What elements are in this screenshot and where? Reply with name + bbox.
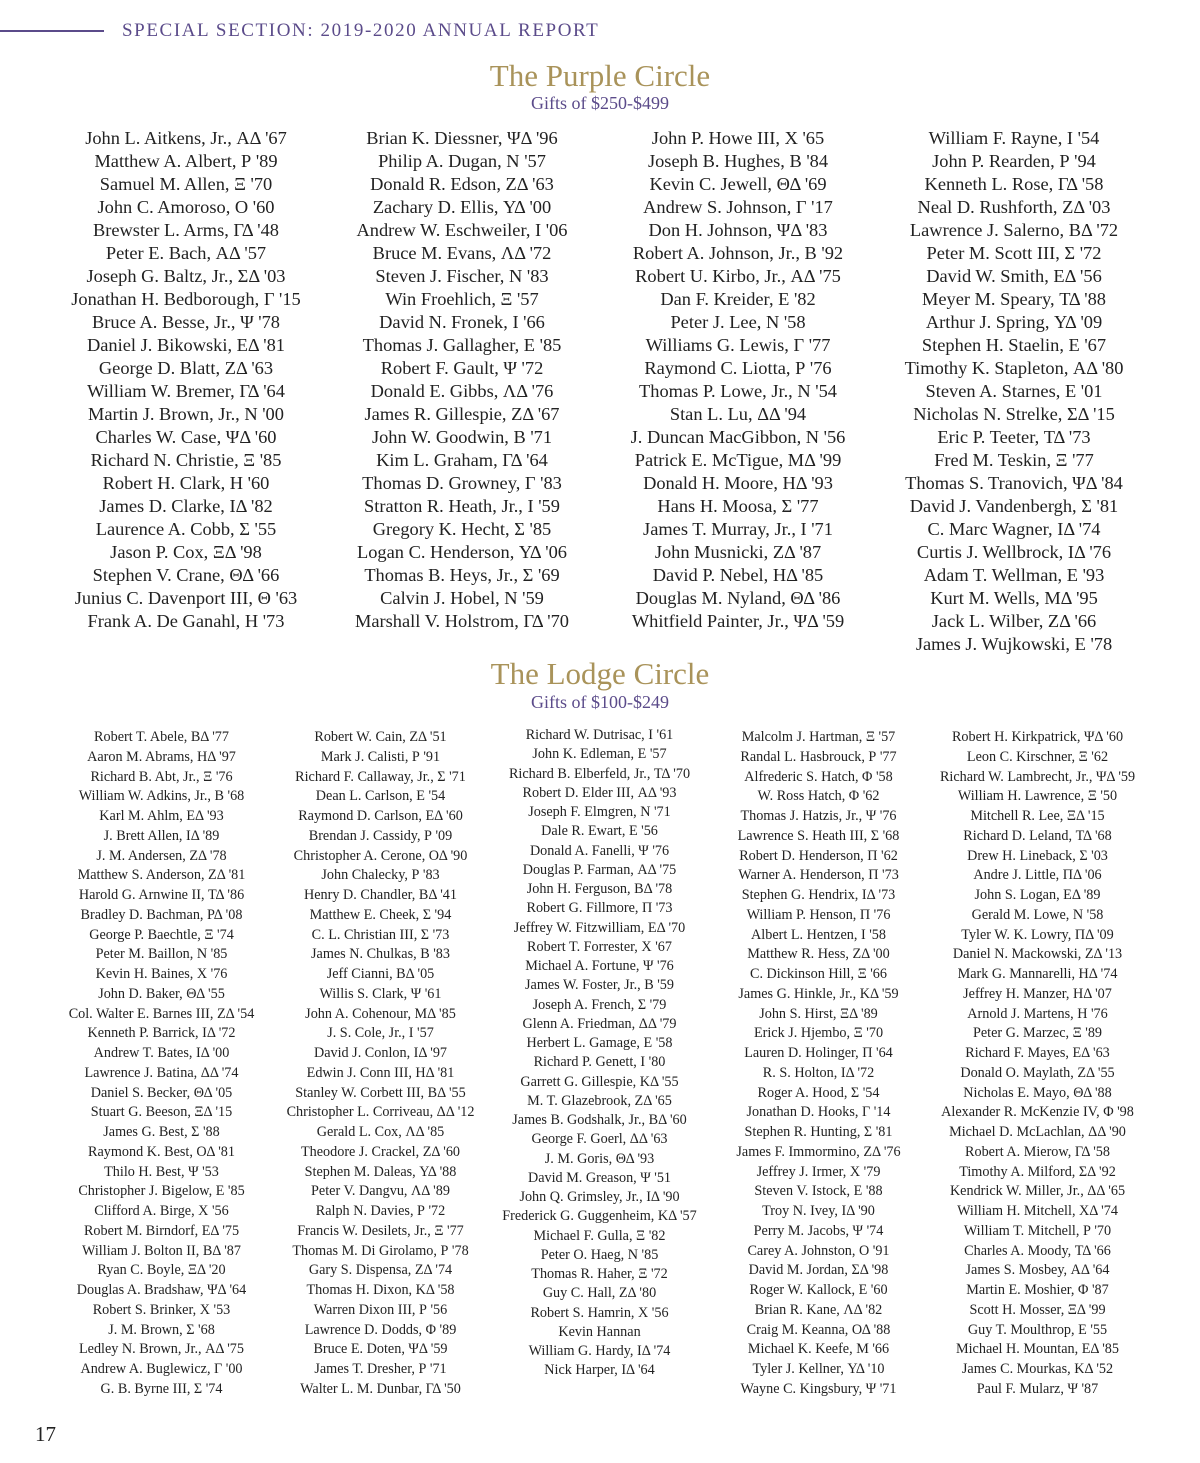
donor-name: Warren Dixon III, Ρ '56 <box>313 1301 448 1318</box>
donor-name: Nick Harper, ΙΔ '64 <box>544 1362 655 1379</box>
donor-name: Thomas M. Di Girolamo, Ρ '78 <box>292 1242 469 1259</box>
donor-name: Dale R. Ewart, Ε '56 <box>541 823 658 840</box>
donor-name: William H. Lawrence, Ξ '50 <box>957 788 1118 805</box>
donor-name: Bruce M. Evans, ΛΔ '72 <box>372 243 552 263</box>
donor-name: Robert T. Forrester, Χ '67 <box>527 938 672 955</box>
donor-name: Donald A. Fanelli, Ψ '76 <box>529 842 670 859</box>
donor-name: Richard P. Genett, Ι '80 <box>533 1054 666 1071</box>
donor-name: Dean L. Carlson, Ε '54 <box>315 788 446 805</box>
donor-name: Aaron M. Abrams, ΗΔ '97 <box>87 748 236 765</box>
donor-column <box>271 728 490 1400</box>
donor-name: Robert D. Elder III, ΑΔ '93 <box>522 784 677 801</box>
donor-name: Jonathan H. Bedborough, Γ '15 <box>71 289 301 309</box>
purple-circle-title: The Purple Circle <box>489 58 711 93</box>
purple-circle-donor-list <box>48 127 1154 656</box>
donor-name: Tyler J. Kellner, ΥΔ '10 <box>752 1361 885 1377</box>
donor-name: Mark J. Calisti, Ρ '91 <box>320 748 441 765</box>
donor-name: James T. Murray, Jr., Ι '71 <box>643 519 833 539</box>
donor-name: Peter J. Lee, Ν '58 <box>670 312 806 332</box>
donor-name: Steven A. Starnes, Ε '01 <box>925 381 1103 401</box>
donor-name: David N. Fronek, Ι '66 <box>379 312 545 332</box>
donor-name: Bradley D. Bachman, ΡΔ '08 <box>80 906 243 923</box>
donor-name: Kevin H. Baines, Χ '76 <box>95 966 228 982</box>
donor-name: Stephen G. Hendrix, ΙΔ '73 <box>741 887 896 903</box>
donor-name: Albert L. Hentzen, Ι '58 <box>751 926 886 943</box>
donor-name: Kevin C. Jewell, ΘΔ '69 <box>649 174 827 194</box>
donor-name: Kevin Hannan <box>558 1323 641 1340</box>
donor-name: David J. Conlon, ΙΔ '97 <box>313 1045 448 1061</box>
donor-name: James G. Best, Σ '88 <box>103 1124 220 1140</box>
donor-name: Daniel N. Mackowski, ΖΔ '13 <box>952 946 1123 963</box>
donor-name: Calvin J. Hobel, Ν '59 <box>380 588 544 608</box>
donor-name: Richard D. Leland, ΤΔ '68 <box>963 827 1112 844</box>
page-number: 17 <box>35 1422 56 1446</box>
donor-name: Lawrence D. Dodds, Φ '89 <box>304 1321 457 1338</box>
donor-name: Michael D. McLachlan, ΔΔ '90 <box>949 1124 1126 1140</box>
donor-name: Gerald M. Lowe, Ν '58 <box>971 906 1104 923</box>
donor-name: John Chalecky, Ρ '83 <box>321 867 440 884</box>
donor-name: G. B. Byrne III, Σ '74 <box>100 1380 223 1397</box>
donor-name: R. S. Holton, ΙΔ '72 <box>762 1064 875 1081</box>
donor-name: Walter L. M. Dunbar, ΓΔ '50 <box>300 1380 461 1397</box>
donor-name: Glenn A. Friedman, ΔΔ '79 <box>522 1015 677 1032</box>
donor-name: Williams G. Lewis, Γ '77 <box>645 335 831 355</box>
donor-name: Thomas R. Haher, Ξ '72 <box>531 1266 668 1282</box>
donor-column <box>928 728 1147 1400</box>
donor-name: Steven V. Istock, Ε '88 <box>754 1183 883 1200</box>
donor-name: J. Brett Allen, ΙΔ '89 <box>103 827 220 844</box>
donor-name: David W. Smith, ΕΔ '56 <box>926 266 1102 286</box>
donor-name: Clifford A. Birge, Χ '56 <box>94 1203 229 1219</box>
donor-name: Patrick E. McTigue, ΜΔ '99 <box>634 450 842 470</box>
donor-name: William W. Bremer, ΓΔ '64 <box>87 381 285 401</box>
donor-name: John K. Edleman, Ε '57 <box>532 746 667 763</box>
donor-name: Erick J. Hjembo, Ξ '70 <box>753 1025 884 1042</box>
donor-name: Richard W. Dutrisac, Ι '61 <box>525 727 674 743</box>
donor-name: Lawrence J. Batina, ΔΔ '74 <box>84 1064 239 1081</box>
donor-name: Alfrederic S. Hatch, Φ '58 <box>744 768 893 785</box>
donor-name: Henry D. Chandler, ΒΔ '41 <box>304 887 457 903</box>
purple-circle-subtitle: Gifts of $250-$499 <box>531 93 669 113</box>
donor-name: Lauren D. Holinger, Π '64 <box>744 1045 893 1061</box>
donor-column <box>52 728 271 1400</box>
donor-name: James F. Immormino, ΖΔ '76 <box>736 1143 901 1160</box>
donor-name: Carey A. Johnston, Ο '91 <box>747 1242 890 1259</box>
donor-name: John H. Ferguson, ΒΔ '78 <box>526 881 673 897</box>
donor-name: William H. Mitchell, ΧΔ '74 <box>957 1203 1118 1219</box>
donor-name: William T. Mitchell, Ρ '70 <box>963 1222 1112 1239</box>
donor-name: Kurt M. Wells, ΜΔ '95 <box>930 588 1098 608</box>
donor-column <box>600 127 876 656</box>
donor-name: Michael F. Gulla, Ξ '82 <box>533 1227 666 1244</box>
donor-name: James C. Mourkas, ΚΔ '52 <box>961 1361 1114 1377</box>
donor-name: Daniel S. Becker, ΘΔ '05 <box>90 1084 233 1101</box>
donor-name: James J. Wujkowski, Ε '78 <box>915 634 1113 654</box>
donor-name: Zachary D. Ellis, ΥΔ '00 <box>372 197 552 217</box>
donor-name: John A. Cohenour, ΜΔ '85 <box>305 1005 456 1022</box>
donor-name: Peter G. Marzec, Ξ '89 <box>972 1025 1103 1042</box>
donor-name: Jeff Cianni, ΒΔ '05 <box>326 966 435 982</box>
donor-name: Joseph A. French, Σ '79 <box>532 996 667 1013</box>
donor-name: Raymond C. Liotta, Ρ '76 <box>644 358 832 378</box>
donor-name: Bruce A. Besse, Jr., Ψ '78 <box>91 312 280 332</box>
donor-name: Charles A. Moody, ΤΔ '66 <box>964 1242 1111 1259</box>
donor-name: Roger W. Kallock, Ε '60 <box>749 1282 888 1298</box>
donor-name: Karl M. Ahlm, ΕΔ '93 <box>99 808 224 824</box>
donor-name: Andrew W. Eschweiler, Ι '06 <box>356 220 568 240</box>
donor-name: Steven J. Fischer, Ν '83 <box>375 266 549 286</box>
donor-name: John Q. Grimsley, Jr., ΙΔ '90 <box>519 1189 680 1205</box>
donor-name: Robert S. Brinker, Χ '53 <box>92 1301 231 1318</box>
donor-name: Ledley N. Brown, Jr., ΑΔ '75 <box>79 1341 244 1358</box>
donor-name: Leon C. Kirschner, Ξ '62 <box>966 748 1109 765</box>
donor-name: Jeffrey H. Manzer, ΗΔ '07 <box>963 985 1112 1002</box>
donor-name: Thomas J. Gallagher, Ε '85 <box>362 335 562 355</box>
donor-column <box>324 127 600 656</box>
donor-name: Warner A. Henderson, Π '73 <box>738 867 899 884</box>
donor-name: George D. Blatt, ΖΔ '63 <box>98 358 274 378</box>
donor-name: Stephen V. Crane, ΘΔ '66 <box>92 565 280 585</box>
donor-name: Peter M. Scott III, Σ '72 <box>926 243 1102 263</box>
donor-name: Theodore J. Crackel, ΖΔ '60 <box>300 1143 461 1160</box>
donor-name: Troy N. Ivey, ΙΔ '90 <box>762 1203 875 1219</box>
donor-column <box>876 127 1152 656</box>
donor-name: Thomas S. Tranovich, ΨΔ '84 <box>905 473 1123 493</box>
donor-name: Neal D. Rushforth, ΖΔ '03 <box>917 197 1111 217</box>
donor-name: Andre J. Little, ΠΔ '06 <box>973 867 1102 884</box>
donor-name: Eric P. Teeter, ΤΔ '73 <box>937 427 1091 447</box>
donor-column <box>709 728 928 1400</box>
donor-name: James W. Foster, Jr., Β '59 <box>525 977 674 994</box>
donor-name: Michael A. Fortune, Ψ '76 <box>525 958 674 974</box>
donor-name: Brian K. Diessner, ΨΔ '96 <box>366 128 558 148</box>
donor-name: Peter V. Dangvu, ΛΔ '89 <box>311 1183 450 1200</box>
donor-name: Robert T. Abele, ΒΔ '77 <box>94 729 229 745</box>
donor-name: Andrew S. Johnson, Γ '17 <box>643 197 833 217</box>
donor-name: William G. Hardy, ΙΔ '74 <box>528 1343 671 1359</box>
donor-name: Laurence A. Cobb, Σ '55 <box>95 519 277 539</box>
donor-name: Curtis J. Wellbrock, ΙΔ '76 <box>916 542 1112 562</box>
donor-name: C. Dickinson Hill, Ξ '66 <box>749 966 887 982</box>
donor-name: James B. Godshalk, Jr., ΒΔ '60 <box>512 1112 687 1128</box>
donor-name: Kenneth P. Barrick, ΙΔ '72 <box>87 1025 236 1042</box>
donor-name: David P. Nebel, ΗΔ '85 <box>652 565 824 585</box>
donor-name: Andrew T. Bates, ΙΔ '00 <box>93 1045 230 1061</box>
lodge-circle-donor-list <box>52 728 1172 1400</box>
donor-name: Marshall V. Holstrom, ΓΔ '70 <box>355 611 569 631</box>
donor-name: Raymond K. Best, ΟΔ '81 <box>88 1143 235 1160</box>
donor-name: Brendan J. Cassidy, Ρ '09 <box>308 827 453 844</box>
donor-name: Robert F. Gault, Ψ '72 <box>380 358 544 378</box>
donor-name: Andrew A. Buglewicz, Γ '00 <box>80 1361 243 1377</box>
donor-name: Jack L. Wilber, ΖΔ '66 <box>931 611 1097 631</box>
donor-name: Christopher J. Bigelow, Ε '85 <box>78 1183 245 1200</box>
donor-name: Donald H. Moore, ΗΔ '93 <box>643 473 833 493</box>
donor-name: Scott H. Mosser, ΞΔ '99 <box>969 1301 1106 1318</box>
donor-name: Thomas P. Lowe, Jr., Ν '54 <box>639 381 837 401</box>
donor-name: Ralph N. Davies, Ρ '72 <box>315 1203 446 1219</box>
donor-name: Martin J. Brown, Jr., Ν '00 <box>88 404 284 424</box>
donor-name: Arnold J. Martens, Η '76 <box>967 1005 1108 1022</box>
donor-name: Lawrence J. Salerno, ΒΔ '72 <box>909 220 1119 240</box>
donor-name: Thomas H. Dixon, ΚΔ '58 <box>306 1282 455 1298</box>
donor-name: Fred M. Teskin, Ξ '77 <box>934 450 1094 470</box>
donor-name: John P. Rearden, Ρ '94 <box>932 151 1096 171</box>
donor-name: William W. Adkins, Jr., Β '68 <box>78 788 245 805</box>
donor-name: J. M. Goris, ΘΔ '93 <box>544 1150 655 1167</box>
donor-name: James T. Dresher, Ρ '71 <box>314 1361 447 1377</box>
donor-name: Herbert L. Gamage, Ε '58 <box>526 1035 673 1051</box>
donor-name: Wayne C. Kingsbury, Ψ '71 <box>740 1380 897 1397</box>
donor-name: Robert U. Kirbo, Jr., ΑΔ '75 <box>635 266 841 286</box>
donor-name: Michael H. Mountan, ΕΔ '85 <box>956 1341 1119 1358</box>
donor-name: Joseph B. Hughes, Β '84 <box>647 151 829 171</box>
donor-name: Jeffrey W. Fitzwilliam, ΕΔ '70 <box>513 919 686 936</box>
donor-name: Guy C. Hall, ΖΔ '80 <box>542 1285 657 1302</box>
donor-name: William J. Bolton II, ΒΔ '87 <box>82 1242 241 1259</box>
donor-name: Paul F. Mularz, Ψ '87 <box>976 1380 1099 1397</box>
donor-name: Robert G. Fillmore, Π '73 <box>526 900 673 917</box>
donor-name: George F. Goerl, ΔΔ '63 <box>531 1131 668 1148</box>
donor-name: Robert H. Clark, Η '60 <box>102 473 270 493</box>
donor-name: Douglas A. Bradshaw, ΨΔ '64 <box>76 1282 247 1298</box>
donor-name: Frank A. De Ganahl, Η '73 <box>87 611 285 631</box>
donor-name: Robert A. Johnson, Jr., Β '92 <box>632 243 844 263</box>
donor-name: Stuart G. Beeson, ΞΔ '15 <box>90 1104 233 1121</box>
donor-name: John W. Goodwin, Β '71 <box>371 427 553 447</box>
donor-name: C. L. Christian III, Σ '73 <box>311 926 450 943</box>
donor-name: Dan F. Kreider, Ε '82 <box>660 289 816 309</box>
donor-name: Timothy K. Stapleton, ΑΔ '80 <box>904 358 1124 378</box>
donor-name: Samuel M. Allen, Ξ '70 <box>99 174 273 194</box>
donor-name: Raymond D. Carlson, ΕΔ '60 <box>298 808 463 824</box>
donor-name: Joseph F. Elmgren, Ν '71 <box>528 804 671 820</box>
donor-name: William P. Henson, Π '76 <box>746 906 891 923</box>
donor-name: Stephen M. Daleas, ΥΔ '88 <box>304 1163 457 1180</box>
lodge-circle-title: The Lodge Circle <box>490 656 710 691</box>
donor-name: Kendrick W. Miller, Jr., ΔΔ '65 <box>949 1183 1126 1200</box>
donor-name: Stanley W. Corbett III, ΒΔ '55 <box>295 1084 466 1101</box>
donor-name: John L. Aitkens, Jr., ΑΔ '67 <box>85 128 287 148</box>
donor-name: Thomas D. Growney, Γ '83 <box>362 473 562 493</box>
donor-name: Michael K. Keefe, Μ '66 <box>747 1341 890 1358</box>
donor-name: James G. Hinkle, Jr., ΚΔ '59 <box>738 985 899 1002</box>
donor-name: Thilo H. Best, Ψ '53 <box>104 1163 219 1180</box>
donor-name: M. T. Glazebrook, ΖΔ '65 <box>527 1092 672 1109</box>
donor-name: Peter O. Haeg, Ν '85 <box>540 1246 659 1263</box>
donor-name: Jason P. Cox, ΞΔ '98 <box>110 542 262 562</box>
donor-name: John C. Amoroso, Ο '60 <box>97 197 275 217</box>
donor-name: David M. Greason, Ψ '51 <box>527 1169 672 1186</box>
donor-name: Nicholas N. Strelke, ΣΔ '15 <box>913 404 1115 424</box>
donor-name: James N. Chulkas, Β '83 <box>311 946 450 963</box>
donor-name: Ryan C. Boyle, ΞΔ '20 <box>97 1262 226 1279</box>
donor-name: Bruce E. Doten, ΨΔ '59 <box>313 1341 448 1358</box>
donor-name: Frederick G. Guggenheim, ΚΔ '57 <box>502 1208 697 1225</box>
donor-name: Adam T. Wellman, Ε '93 <box>923 565 1105 585</box>
donor-name: Alexander R. McKenzie IV, Φ '98 <box>941 1104 1134 1121</box>
donor-name: Garrett G. Gillespie, ΚΔ '55 <box>520 1073 679 1090</box>
donor-name: Gregory K. Hecht, Σ '85 <box>372 519 552 539</box>
donor-name: Robert S. Hamrin, Χ '56 <box>530 1304 669 1321</box>
donor-name: James D. Clarke, ΙΔ '82 <box>99 496 273 516</box>
donor-name: James S. Mosbey, ΑΔ '64 <box>965 1262 1110 1279</box>
donor-name: Matthew A. Albert, Ρ '89 <box>94 151 278 171</box>
section-header: SPECIAL SECTION: 2019-2020 ANNUAL REPORT <box>122 20 600 41</box>
donor-name: Guy T. Moulthrop, Ε '55 <box>967 1321 1108 1338</box>
donor-name: Timothy A. Milford, ΣΔ '92 <box>959 1163 1116 1180</box>
donor-name: John P. Howe III, Χ '65 <box>651 128 825 148</box>
donor-column <box>490 726 709 1400</box>
donor-name: Craig M. Keanna, ΟΔ '88 <box>746 1321 891 1338</box>
donor-name: Kenneth L. Rose, ΓΔ '58 <box>924 174 1104 194</box>
donor-name: Don H. Johnson, ΨΔ '83 <box>648 220 828 240</box>
donor-name: J. M. Andersen, ΖΔ '78 <box>96 847 227 864</box>
donor-name: Robert D. Henderson, Π '62 <box>739 847 898 864</box>
donor-name: John D. Baker, ΘΔ '55 <box>98 985 225 1002</box>
donor-name: Gerald L. Cox, ΛΔ '85 <box>316 1124 445 1140</box>
donor-name: Logan C. Henderson, ΥΔ '06 <box>357 542 567 562</box>
donor-name: Perry M. Jacobs, Ψ '74 <box>753 1222 884 1239</box>
donor-name: Jeffrey J. Irmer, Χ '79 <box>756 1163 881 1180</box>
donor-name: Whitfield Painter, Jr., ΨΔ '59 <box>631 611 845 631</box>
donor-name: Robert W. Cain, ΖΔ '51 <box>314 729 447 745</box>
donor-name: Roger A. Hood, Σ '54 <box>757 1084 880 1101</box>
donor-name: Richard B. Abt, Jr., Ξ '76 <box>90 768 233 785</box>
donor-name: John Musnicki, ΖΔ '87 <box>654 542 822 562</box>
donor-name: Richard W. Lambrecht, Jr., ΨΔ '59 <box>939 768 1136 785</box>
donor-name: Stan L. Lu, ΔΔ '94 <box>669 404 807 424</box>
donor-name: Brian R. Kane, ΛΔ '82 <box>754 1301 883 1318</box>
donor-name: Donald E. Gibbs, ΛΔ '76 <box>370 381 554 401</box>
donor-name: Malcolm J. Hartman, Ξ '57 <box>741 729 896 745</box>
donor-name: Daniel J. Bikowski, ΕΔ '81 <box>86 335 286 355</box>
donor-name: David M. Jordan, ΣΔ '98 <box>748 1262 889 1279</box>
donor-name: Richard F. Mayes, ΕΔ '63 <box>965 1045 1110 1061</box>
donor-name: Thomas J. Hatzis, Jr., Ψ '76 <box>740 808 897 824</box>
donor-name: Win Froehlich, Ξ '57 <box>385 289 539 309</box>
donor-name: Lawrence S. Heath III, Σ '68 <box>737 827 900 844</box>
donor-name: Nicholas E. Mayo, ΘΔ '88 <box>963 1084 1112 1101</box>
donor-name: Arthur J. Spring, ΥΔ '09 <box>925 312 1103 332</box>
donor-name: Richard F. Callaway, Jr., Σ '71 <box>295 768 466 785</box>
donor-column <box>48 127 324 656</box>
donor-name: Brewster L. Arms, ΓΔ '48 <box>92 220 280 240</box>
donor-name: Kim L. Graham, ΓΔ '64 <box>376 450 548 470</box>
donor-name: Gary S. Dispensa, ΖΔ '74 <box>308 1262 453 1279</box>
donor-name: Robert H. Kirkpatrick, ΨΔ '60 <box>951 729 1124 745</box>
donor-name: Philip A. Dugan, Ν '57 <box>378 151 546 171</box>
donor-name: Harold G. Arnwine II, ΤΔ '86 <box>78 887 245 903</box>
donor-name: J. Duncan MacGibbon, Ν '56 <box>630 427 846 447</box>
donor-name: Edwin J. Conn III, ΗΔ '81 <box>306 1064 455 1081</box>
donor-name: Douglas M. Nyland, ΘΔ '86 <box>635 588 841 608</box>
donor-name: Joseph G. Baltz, Jr., ΣΔ '03 <box>86 266 286 286</box>
donor-name: William F. Rayne, Ι '54 <box>928 128 1100 148</box>
donor-name: Robert A. Mierow, ΓΔ '58 <box>965 1143 1110 1160</box>
donor-name: James R. Gillespie, ΖΔ '67 <box>364 404 560 424</box>
lodge-circle-subtitle: Gifts of $100-$249 <box>531 692 669 712</box>
donor-name: C. Marc Wagner, ΙΔ '74 <box>927 519 1101 539</box>
donor-name: Stephen R. Hunting, Σ '81 <box>744 1124 893 1140</box>
donor-name: Douglas P. Farman, ΑΔ '75 <box>522 861 677 878</box>
donor-name: Meyer M. Speary, ΤΔ '88 <box>921 289 1106 309</box>
donor-name: J. M. Brown, Σ '68 <box>108 1321 215 1338</box>
donor-name: Christopher A. Cerone, ΟΔ '90 <box>293 847 468 864</box>
donor-name: Robert M. Birndorf, ΕΔ '75 <box>83 1222 240 1239</box>
donor-name: Martin E. Moshier, Φ '87 <box>966 1282 1109 1298</box>
donor-name: Matthew R. Hess, ΖΔ '00 <box>747 946 890 963</box>
donor-name: W. Ross Hatch, Φ '62 <box>757 788 880 805</box>
donor-name: John S. Hirst, ΞΔ '89 <box>759 1005 878 1022</box>
donor-name: Richard N. Christie, Ξ '85 <box>90 450 282 470</box>
donor-name: Francis W. Desilets, Jr., Ξ '77 <box>297 1222 464 1239</box>
donor-name: Willis S. Clark, Ψ '61 <box>319 985 442 1002</box>
donor-name: Col. Walter E. Barnes III, ΖΔ '54 <box>68 1005 255 1022</box>
donor-name: Charles W. Case, ΨΔ '60 <box>95 427 277 447</box>
donor-name: Drew H. Lineback, Σ '03 <box>967 847 1108 864</box>
donor-name: J. S. Cole, Jr., Ι '57 <box>327 1025 434 1042</box>
donor-name: Christopher L. Corriveau, ΔΔ '12 <box>286 1104 475 1121</box>
donor-name: David J. Vandenbergh, Σ '81 <box>909 496 1119 516</box>
donor-name: Junius C. Davenport III, Θ '63 <box>74 588 298 608</box>
donor-name: John S. Logan, ΕΔ '89 <box>974 887 1101 903</box>
donor-name: Mark G. Mannarelli, ΗΔ '74 <box>957 966 1118 982</box>
donor-name: Hans H. Moosa, Σ '77 <box>657 496 819 516</box>
donor-name: Peter E. Bach, ΑΔ '57 <box>105 243 267 263</box>
donor-name: Donald O. Maylath, ΖΔ '55 <box>960 1064 1115 1081</box>
donor-name: Richard B. Elberfeld, Jr., ΤΔ '70 <box>508 765 691 782</box>
donor-name: Stratton R. Heath, Jr., Ι '59 <box>364 496 560 516</box>
donor-name: Peter M. Baillon, Ν '85 <box>95 946 228 963</box>
donor-name: Matthew E. Cheek, Σ '94 <box>309 906 452 923</box>
donor-name: Jonathan D. Hooks, Γ '14 <box>746 1104 891 1121</box>
donor-name: Randal L. Hasbrouck, Ρ '77 <box>740 748 897 765</box>
donor-name: Matthew S. Anderson, ΖΔ '81 <box>77 867 246 884</box>
donor-name: Stephen H. Staelin, Ε '67 <box>921 335 1107 355</box>
donor-name: Tyler W. K. Lowry, ΠΔ '09 <box>961 926 1114 943</box>
donor-name: Thomas B. Heys, Jr., Σ '69 <box>364 565 560 585</box>
donor-name: George P. Baechtle, Ξ '74 <box>89 926 234 943</box>
header-rule <box>0 30 104 32</box>
donor-name: Donald R. Edson, ΖΔ '63 <box>370 174 554 194</box>
donor-name: Mitchell R. Lee, ΞΔ '15 <box>970 808 1105 824</box>
